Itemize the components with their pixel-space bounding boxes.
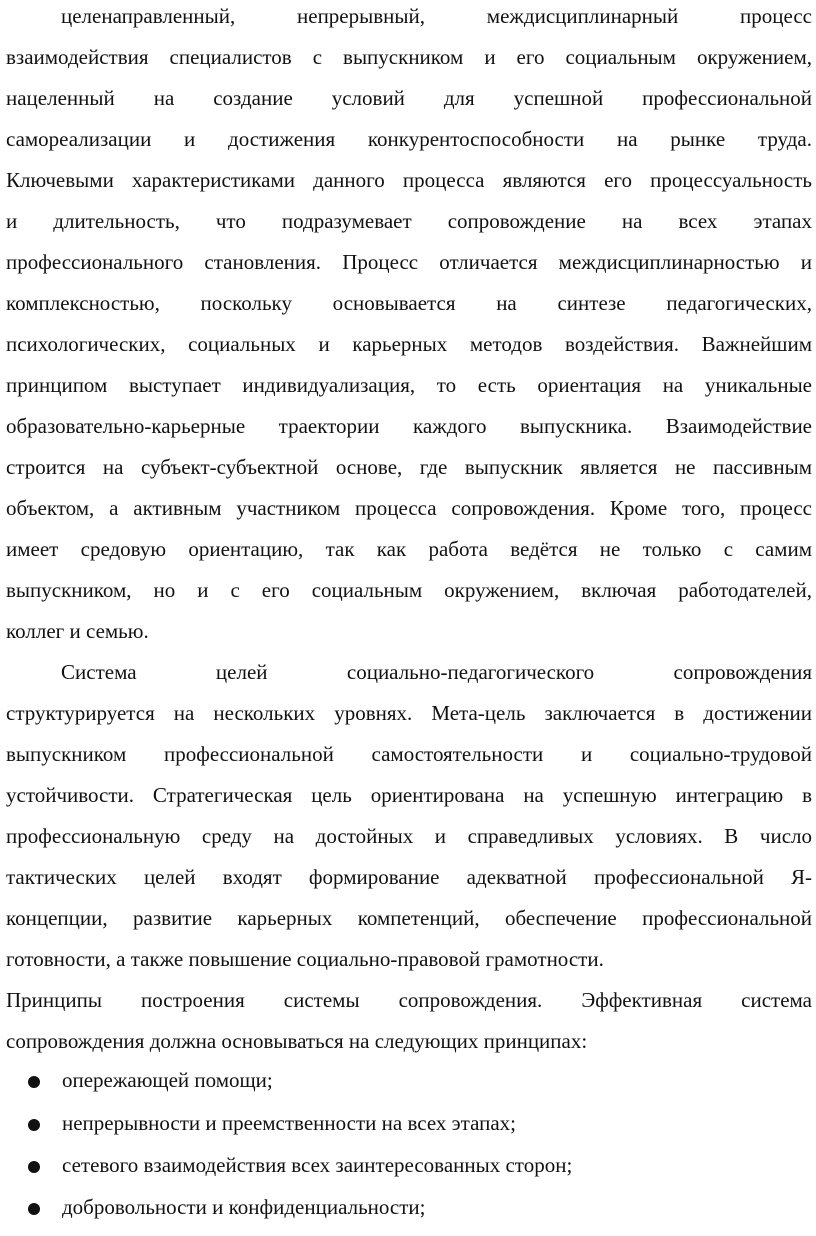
list-item-text: сетевого взаимодействия всех заинтересованных сторон; [62, 1153, 573, 1177]
text-line: сопровождения должна основываться на следующих принципах: [6, 1029, 588, 1053]
text-line: взаимодействия специалистов с выпускником и его социальным окружением, [6, 45, 812, 69]
text-line: образовательно-карьерные траектории каждого выпускника. Взаимодействие [6, 414, 812, 438]
text-line: тактических целей входят формирование адекватной профессиональной Я- [6, 865, 812, 889]
list-item-text: непрерывности и преемственности на всех этапах; [62, 1111, 517, 1135]
text-line: принципом выступает индивидуализация, то есть ориентация на уникальные [6, 373, 812, 397]
text-line: строится на субъект-субъектной основе, где выпускник является не пассивным [6, 455, 812, 479]
text-line: комплексностью, поскольку основывается на синтезе педагогических, [6, 291, 812, 315]
text-line: Принципы построения системы сопровождения. Эффективная система [6, 988, 812, 1012]
list-item-text: опережающей помощи; [62, 1068, 273, 1092]
text-line: структурируется на нескольких уровнях. Мета-цель заключается в достижении [6, 701, 812, 725]
text-line: Система целей социально-педагогического сопровождения [61, 660, 812, 684]
text-line: имеет средовую ориентацию, так как работа ведётся не только с самим [6, 537, 812, 561]
text-line: готовности, а также повышение социально-правовой грамотности. [6, 947, 604, 971]
text-line: профессионального становления. Процесс отличается междисциплинарностью и [6, 250, 812, 274]
text-line: психологических, социальных и карьерных методов воздействия. Важнейшим [6, 332, 812, 356]
text-line: профессиональную среду на достойных и справедливых условиях. В число [6, 824, 812, 848]
text-line: устойчивости. Стратегическая цель ориентирована на успешную интеграцию в [6, 783, 812, 807]
text-line: нацеленный на создание условий для успешной профессиональной [6, 86, 812, 110]
bullet-icon [28, 1119, 40, 1131]
bullet-icon [28, 1161, 40, 1173]
bullet-icon [28, 1203, 40, 1215]
list-item-text: добровольности и конфиденциальности; [62, 1195, 426, 1219]
text-line: выпускником, но и с его социальным окружением, включая работодателей, [6, 578, 812, 602]
bullet-icon [28, 1076, 40, 1088]
text-line: целенаправленный, непрерывный, междисциплинарный процесс [61, 4, 812, 28]
text-line: самореализации и достижения конкурентоспособности на рынке труда. [6, 127, 812, 151]
text-line: коллег и семью. [6, 619, 149, 643]
text-line: концепции, развитие карьерных компетенций, обеспечение профессиональной [6, 906, 812, 930]
text-line: Ключевыми характеристиками данного процесса являются его процессуальность [6, 168, 812, 192]
text-line: и длительность, что подразумевает сопровождение на всех этапах [6, 209, 812, 233]
text-line: объектом, а активным участником процесса сопровождения. Кроме того, процесс [6, 496, 812, 520]
text-line: выпускником профессиональной самостоятельности и социально-трудовой [6, 742, 812, 766]
